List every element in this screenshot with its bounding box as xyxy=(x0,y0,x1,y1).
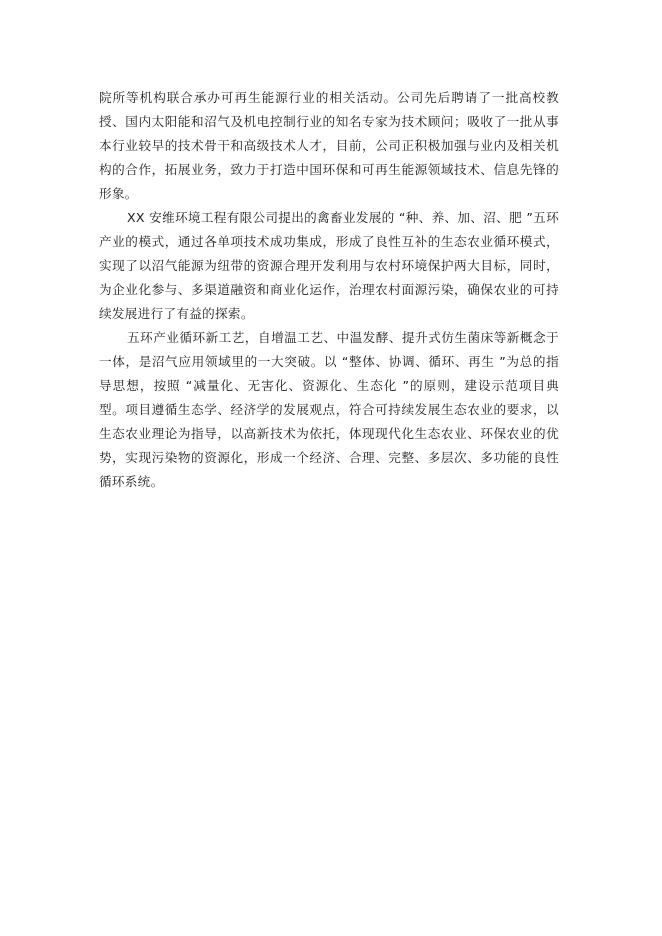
paragraph-continuation: 院所等机构联合承办可再生能源行业的相关活动。公司先后聘请了一批高校教授、国内太阳能和沼气及机电控制行业的知名专家为技术顾问；吸收了一批从事本行业较早的技术骨干和高级技术人才，目前，公司正积极加强与业内及相关机构的合作，拓展业务，致力于打造中国环保和可再生能源领域技术、信息先锋的形象。 xyxy=(99,90,559,201)
document-body xyxy=(99,86,559,494)
paragraph-five-ring-model: XX 安维环境工程有限公司提出的禽畜业发展的 “种、养、加、沼、肥 ”五环产业的模式，通过各单项技术成功集成，形成了良性互补的生态农业循环模式，实现了以沼气能源为纽带的资源合理开发利用与农村环境保护两大目标，同时，为企业化参与、多渠道融资和商业化运作，治理农村面源污染，确保农业的可持续发展进行了有益的探索。 xyxy=(99,210,559,321)
paragraph-new-process: 五环产业循环新工艺，自增温工艺、中温发酵、提升式仿生菌床等新概念于一体，是沼气应用领域里的一大突破。以 “整体、协调、循环、再生 ”为总的指导思想，按照 “减量化、无害化、资源化、生态化 ”的原则，建设示范项目典型。项目遵循生态学、经济学的发展观点，符合可持续发展生态农业的要求，以生态农业理论为指导，以高新技术为依托，体现现代化生态农业、环保农业的优势，实现污染物的资源化，形成一个经济、合理、完整、多层次、多功能的良性循环系统。 xyxy=(99,330,559,489)
